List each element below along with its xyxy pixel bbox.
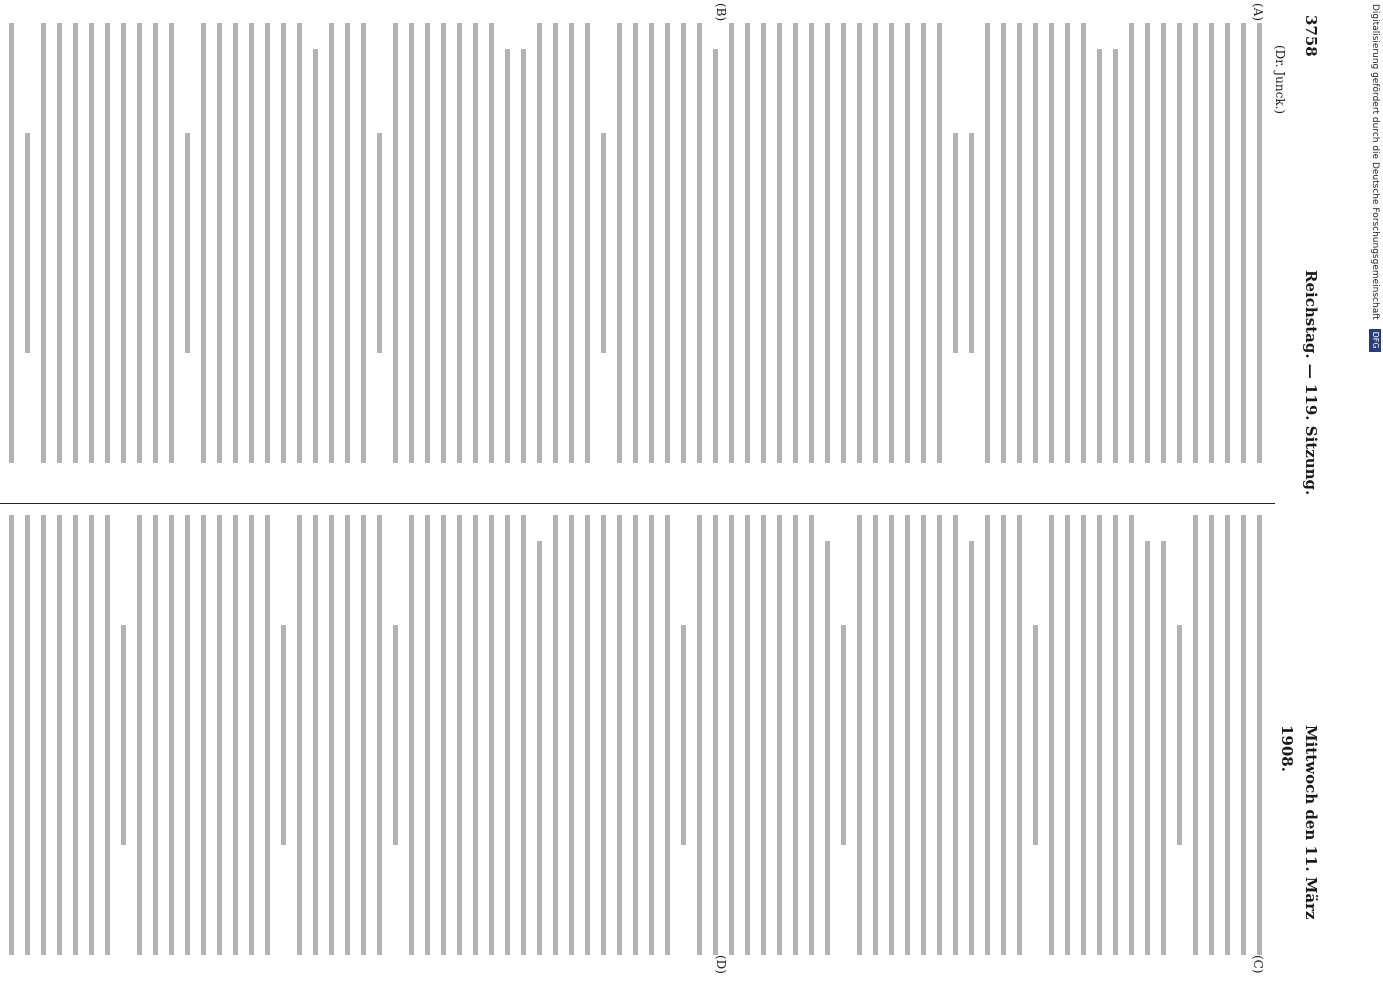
text-line bbox=[601, 515, 606, 955]
text-line bbox=[985, 515, 990, 955]
text-line bbox=[713, 49, 718, 463]
text-line bbox=[169, 23, 174, 463]
credit-text: Digitalisierung gefördert durch die Deutsche Forschungsgemeinschaft bbox=[1370, 4, 1380, 320]
text-line bbox=[1001, 23, 1006, 463]
text-line bbox=[73, 23, 78, 463]
text-line bbox=[1033, 625, 1038, 845]
text-line bbox=[137, 515, 142, 955]
text-line bbox=[57, 23, 62, 463]
text-line bbox=[201, 23, 206, 463]
text-line bbox=[1241, 23, 1246, 463]
text-line bbox=[425, 23, 430, 463]
text-line bbox=[185, 133, 190, 353]
text-line bbox=[217, 23, 222, 463]
text-line bbox=[1033, 23, 1038, 463]
text-line bbox=[41, 23, 46, 463]
text-line bbox=[1129, 23, 1134, 463]
speaker-note: (Dr. Junck.) bbox=[1273, 45, 1287, 115]
text-line bbox=[649, 515, 654, 955]
text-line bbox=[281, 23, 286, 463]
text-line bbox=[857, 23, 862, 463]
page-number: 3758 bbox=[1302, 15, 1320, 57]
text-line bbox=[393, 23, 398, 463]
text-line bbox=[921, 515, 926, 955]
text-line bbox=[1257, 23, 1262, 463]
text-line bbox=[665, 515, 670, 955]
text-line bbox=[537, 23, 542, 463]
text-line bbox=[665, 23, 670, 463]
text-line bbox=[841, 23, 846, 463]
text-line bbox=[329, 23, 334, 463]
text-line bbox=[105, 23, 110, 463]
text-line bbox=[473, 515, 478, 955]
text-line bbox=[889, 515, 894, 955]
text-line bbox=[985, 23, 990, 463]
text-line bbox=[1017, 23, 1022, 463]
text-line bbox=[425, 515, 430, 955]
text-line bbox=[441, 23, 446, 463]
text-line bbox=[1193, 515, 1198, 955]
text-line bbox=[473, 23, 478, 463]
text-line bbox=[521, 49, 526, 463]
text-line bbox=[313, 515, 318, 955]
text-line bbox=[1257, 515, 1262, 955]
text-line bbox=[1065, 23, 1070, 463]
text-line bbox=[265, 23, 270, 463]
text-line bbox=[73, 515, 78, 955]
text-line bbox=[777, 23, 782, 463]
margin-mark-b: (B) bbox=[714, 3, 728, 22]
text-line bbox=[873, 515, 878, 955]
text-line bbox=[745, 515, 750, 955]
text-line bbox=[393, 625, 398, 845]
dfg-logo: DFG bbox=[1370, 329, 1382, 352]
text-line bbox=[233, 23, 238, 463]
digitization-credit bbox=[1367, 0, 1383, 1004]
text-line bbox=[1049, 23, 1054, 463]
text-line bbox=[489, 23, 494, 463]
text-line bbox=[121, 23, 126, 463]
text-line bbox=[697, 23, 702, 463]
text-line bbox=[809, 23, 814, 463]
text-line bbox=[281, 625, 286, 845]
text-line bbox=[553, 23, 558, 463]
text-line bbox=[505, 515, 510, 955]
text-line bbox=[937, 515, 942, 955]
text-line bbox=[1177, 23, 1182, 463]
text-line bbox=[649, 23, 654, 463]
session-date: Mittwoch den 11. März 1908. bbox=[1278, 725, 1320, 920]
text-line bbox=[633, 515, 638, 955]
text-line bbox=[761, 515, 766, 955]
text-line bbox=[825, 23, 830, 463]
text-line bbox=[617, 515, 622, 955]
text-line bbox=[617, 23, 622, 463]
text-line bbox=[697, 515, 702, 955]
text-line bbox=[937, 23, 942, 463]
text-line bbox=[9, 23, 14, 463]
text-line bbox=[1113, 515, 1118, 955]
text-line bbox=[153, 23, 158, 463]
text-column-right bbox=[3, 515, 1273, 955]
text-line bbox=[441, 515, 446, 955]
text-line bbox=[889, 23, 894, 463]
text-line bbox=[249, 515, 254, 955]
text-line bbox=[409, 515, 414, 955]
text-line bbox=[265, 515, 270, 955]
text-line bbox=[1081, 23, 1086, 463]
text-line bbox=[313, 49, 318, 463]
text-line bbox=[249, 23, 254, 463]
text-line bbox=[233, 515, 238, 955]
text-line bbox=[761, 23, 766, 463]
text-line bbox=[1177, 625, 1182, 845]
text-line bbox=[1241, 515, 1246, 955]
text-line bbox=[953, 515, 958, 955]
text-line bbox=[297, 23, 302, 463]
text-line bbox=[905, 23, 910, 463]
margin-mark-c: (C) bbox=[1251, 955, 1265, 974]
text-line bbox=[1081, 515, 1086, 955]
text-line bbox=[825, 541, 830, 955]
text-line bbox=[969, 133, 974, 353]
text-line bbox=[1193, 23, 1198, 463]
text-line bbox=[1113, 49, 1118, 463]
text-line bbox=[377, 515, 382, 955]
text-line bbox=[953, 133, 958, 353]
text-line bbox=[713, 515, 718, 955]
text-line bbox=[89, 515, 94, 955]
text-line bbox=[793, 23, 798, 463]
text-line bbox=[1209, 23, 1214, 463]
text-line bbox=[361, 515, 366, 955]
text-line bbox=[377, 133, 382, 353]
text-line bbox=[569, 515, 574, 955]
text-line bbox=[217, 515, 222, 955]
text-line bbox=[793, 515, 798, 955]
column-divider bbox=[0, 503, 1275, 504]
text-line bbox=[1225, 23, 1230, 463]
text-line bbox=[25, 133, 30, 353]
text-line bbox=[729, 515, 734, 955]
text-line bbox=[1161, 541, 1166, 955]
text-line bbox=[585, 23, 590, 463]
session-title: Reichstag. — 119. Sitzung. bbox=[1302, 270, 1320, 496]
text-line bbox=[153, 515, 158, 955]
text-line bbox=[521, 515, 526, 955]
text-line bbox=[505, 49, 510, 463]
text-line bbox=[1145, 23, 1150, 463]
page-frame bbox=[0, 3, 1323, 974]
text-line bbox=[1001, 515, 1006, 955]
text-line bbox=[1097, 515, 1102, 955]
text-line bbox=[1225, 515, 1230, 955]
text-line bbox=[345, 23, 350, 463]
text-line bbox=[169, 515, 174, 955]
text-line bbox=[345, 515, 350, 955]
text-line bbox=[489, 515, 494, 955]
text-line bbox=[969, 541, 974, 955]
text-line bbox=[1049, 515, 1054, 955]
text-line bbox=[457, 515, 462, 955]
text-line bbox=[585, 515, 590, 955]
text-line bbox=[457, 23, 462, 463]
text-line bbox=[905, 515, 910, 955]
text-line bbox=[297, 515, 302, 955]
text-line bbox=[105, 515, 110, 955]
text-line bbox=[633, 23, 638, 463]
text-line bbox=[777, 515, 782, 955]
text-line bbox=[537, 541, 542, 955]
text-line bbox=[57, 515, 62, 955]
text-line bbox=[1097, 49, 1102, 463]
text-line bbox=[553, 515, 558, 955]
margin-mark-d: (D) bbox=[714, 955, 728, 974]
text-line bbox=[361, 23, 366, 463]
text-line bbox=[137, 23, 142, 463]
text-line bbox=[41, 515, 46, 955]
text-line bbox=[329, 515, 334, 955]
text-line bbox=[841, 625, 846, 845]
margin-mark-a: (A) bbox=[1251, 3, 1265, 22]
text-line bbox=[569, 23, 574, 463]
text-line bbox=[1065, 515, 1070, 955]
text-line bbox=[1017, 515, 1022, 955]
text-line bbox=[857, 515, 862, 955]
text-line bbox=[921, 23, 926, 463]
text-line bbox=[121, 625, 126, 845]
text-line bbox=[409, 23, 414, 463]
text-line bbox=[89, 23, 94, 463]
text-line bbox=[1161, 23, 1166, 463]
text-line bbox=[185, 515, 190, 955]
text-line bbox=[1209, 515, 1214, 955]
text-line bbox=[809, 515, 814, 955]
text-line bbox=[681, 625, 686, 845]
text-line bbox=[681, 23, 686, 463]
text-line bbox=[201, 515, 206, 955]
text-line bbox=[729, 23, 734, 463]
text-line bbox=[25, 515, 30, 955]
text-line bbox=[601, 133, 606, 353]
text-line bbox=[873, 23, 878, 463]
text-column-left bbox=[3, 23, 1273, 463]
text-line bbox=[1129, 515, 1134, 955]
text-line bbox=[1145, 541, 1150, 955]
text-line bbox=[745, 23, 750, 463]
text-line bbox=[9, 515, 14, 955]
